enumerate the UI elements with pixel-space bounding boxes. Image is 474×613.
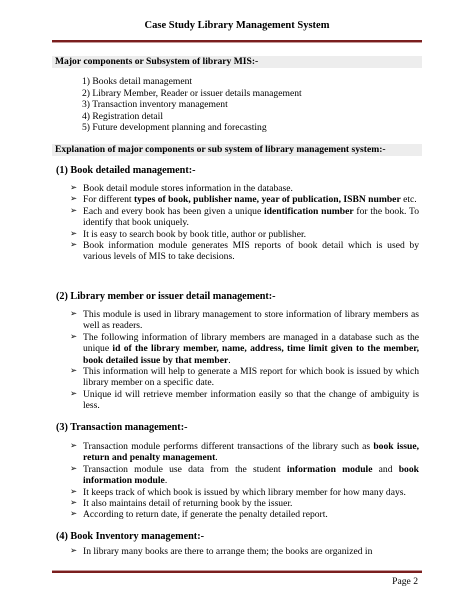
arrow-bullet-icon: ➢	[70, 240, 78, 251]
arrow-bullet-icon: ➢	[70, 183, 78, 193]
arrow-bullet-icon: ➢	[70, 498, 78, 509]
inventory-list	[70, 546, 419, 557]
transaction-heading: (3) Transaction management:-	[56, 422, 188, 433]
arrow-bullet-icon: ➢	[70, 486, 78, 497]
bullet-text: For different	[83, 194, 134, 206]
arrow-bullet-icon: ➢	[70, 366, 78, 377]
list-item	[70, 441, 419, 464]
bullet-text: for the book. To identify that book uniquely.	[83, 205, 420, 229]
list-item	[70, 509, 419, 520]
footer-rule	[52, 570, 422, 573]
arrow-bullet-icon: ➢	[70, 331, 78, 342]
book-detail-heading: (1) Book detailed management:-	[56, 165, 196, 176]
list-item: 4) Registration detail	[82, 110, 163, 122]
page-title: Case Study Library Management System	[144, 20, 330, 31]
major-components-list	[82, 76, 302, 134]
list-item: 5) Future development planning and forecasting	[82, 122, 267, 134]
list-item	[70, 366, 419, 389]
member-detail-list	[70, 309, 419, 412]
list-item	[70, 206, 419, 229]
list-item	[70, 498, 419, 509]
list-item	[70, 389, 419, 412]
list-item	[70, 240, 419, 263]
bullet-text: Each and every book has been given a unique	[83, 205, 264, 217]
bullet-text-bold: book information module	[83, 463, 419, 487]
bullet-text: According to return date, if generate the penalty detailed report.	[83, 509, 328, 521]
bullet-text: This module is used in library management to store information of library members as well as readers.	[83, 309, 419, 332]
bullet-text: .	[215, 452, 218, 464]
page-number: Page 2	[392, 576, 418, 587]
bullet-text: It is easy to search book by book title, author or publisher.	[83, 228, 307, 240]
header-rule	[52, 40, 422, 43]
list-item	[70, 546, 419, 557]
bullet-text: .	[228, 354, 231, 366]
major-components-heading: Major components or Subsystem of library MIS:-	[52, 56, 422, 68]
book-detail-list	[70, 183, 419, 263]
bullet-text-bold: types of book, publisher name, year of publication, ISBN number	[133, 194, 401, 206]
bullet-text: Book information module generates MIS reports of book detail which is used by various levels of MIS to take decisions.	[83, 240, 419, 263]
bullet-text: Book detail module stores information in the database.	[83, 183, 293, 194]
list-item: 3) Transaction inventory management	[82, 99, 228, 111]
inventory-heading: (4) Book Inventory management:-	[56, 531, 204, 542]
arrow-bullet-icon: ➢	[70, 194, 78, 205]
arrow-bullet-icon: ➢	[70, 388, 78, 399]
bullet-text: and	[372, 463, 399, 475]
list-item	[70, 194, 419, 205]
list-item	[70, 229, 419, 240]
bullet-text: Unique id will retrieve member information easily so that the change of ambiguity is less.	[83, 388, 419, 412]
arrow-bullet-icon: ➢	[70, 463, 78, 474]
arrow-bullet-icon: ➢	[70, 546, 78, 556]
bullet-text: This information will help to generate a MIS report for which book is issued by which library member on a specific date.	[83, 366, 419, 389]
list-item: 2) Library Member, Reader or issuer details management	[82, 87, 302, 99]
arrow-bullet-icon: ➢	[70, 309, 78, 319]
bullet-text: Transaction module performs different transactions of the library such as	[83, 441, 374, 452]
list-item	[70, 487, 419, 498]
arrow-bullet-icon: ➢	[70, 441, 78, 451]
arrow-bullet-icon: ➢	[70, 205, 78, 216]
list-item	[70, 464, 419, 487]
bullet-text: It also maintains detail of returning book by the issuer.	[83, 498, 293, 510]
bullet-text: Transaction module use data from the student	[83, 463, 287, 475]
arrow-bullet-icon: ➢	[70, 228, 78, 239]
bullet-text: etc.	[400, 194, 417, 206]
bullet-text-bold: information module	[286, 463, 373, 475]
list-item	[70, 332, 419, 366]
bullet-text: In library many books are there to arrange them; the books are organized in	[83, 546, 373, 557]
bullet-text-bold: identification number	[263, 205, 354, 217]
arrow-bullet-icon: ➢	[70, 509, 78, 520]
bullet-text: The following information of library members are managed in a database such as the unique	[83, 331, 419, 355]
list-item	[70, 183, 419, 194]
explanation-heading: Explanation of major components or sub system of library management system:-	[52, 144, 422, 156]
list-item	[70, 309, 419, 332]
transaction-list	[70, 441, 419, 521]
member-detail-heading: (2) Library member or issuer detail management:-	[56, 291, 276, 302]
bullet-text: It keeps track of which book is issued by which library member for how many days.	[83, 486, 406, 498]
bullet-text: .	[164, 475, 168, 487]
list-item: 1) Books detail management	[82, 76, 193, 87]
bullet-text-bold: book issue, return and penalty management	[83, 441, 419, 464]
bullet-text-bold: id of the library member, name, address, time limit given to the member, book detailed issue by that member	[83, 343, 419, 366]
